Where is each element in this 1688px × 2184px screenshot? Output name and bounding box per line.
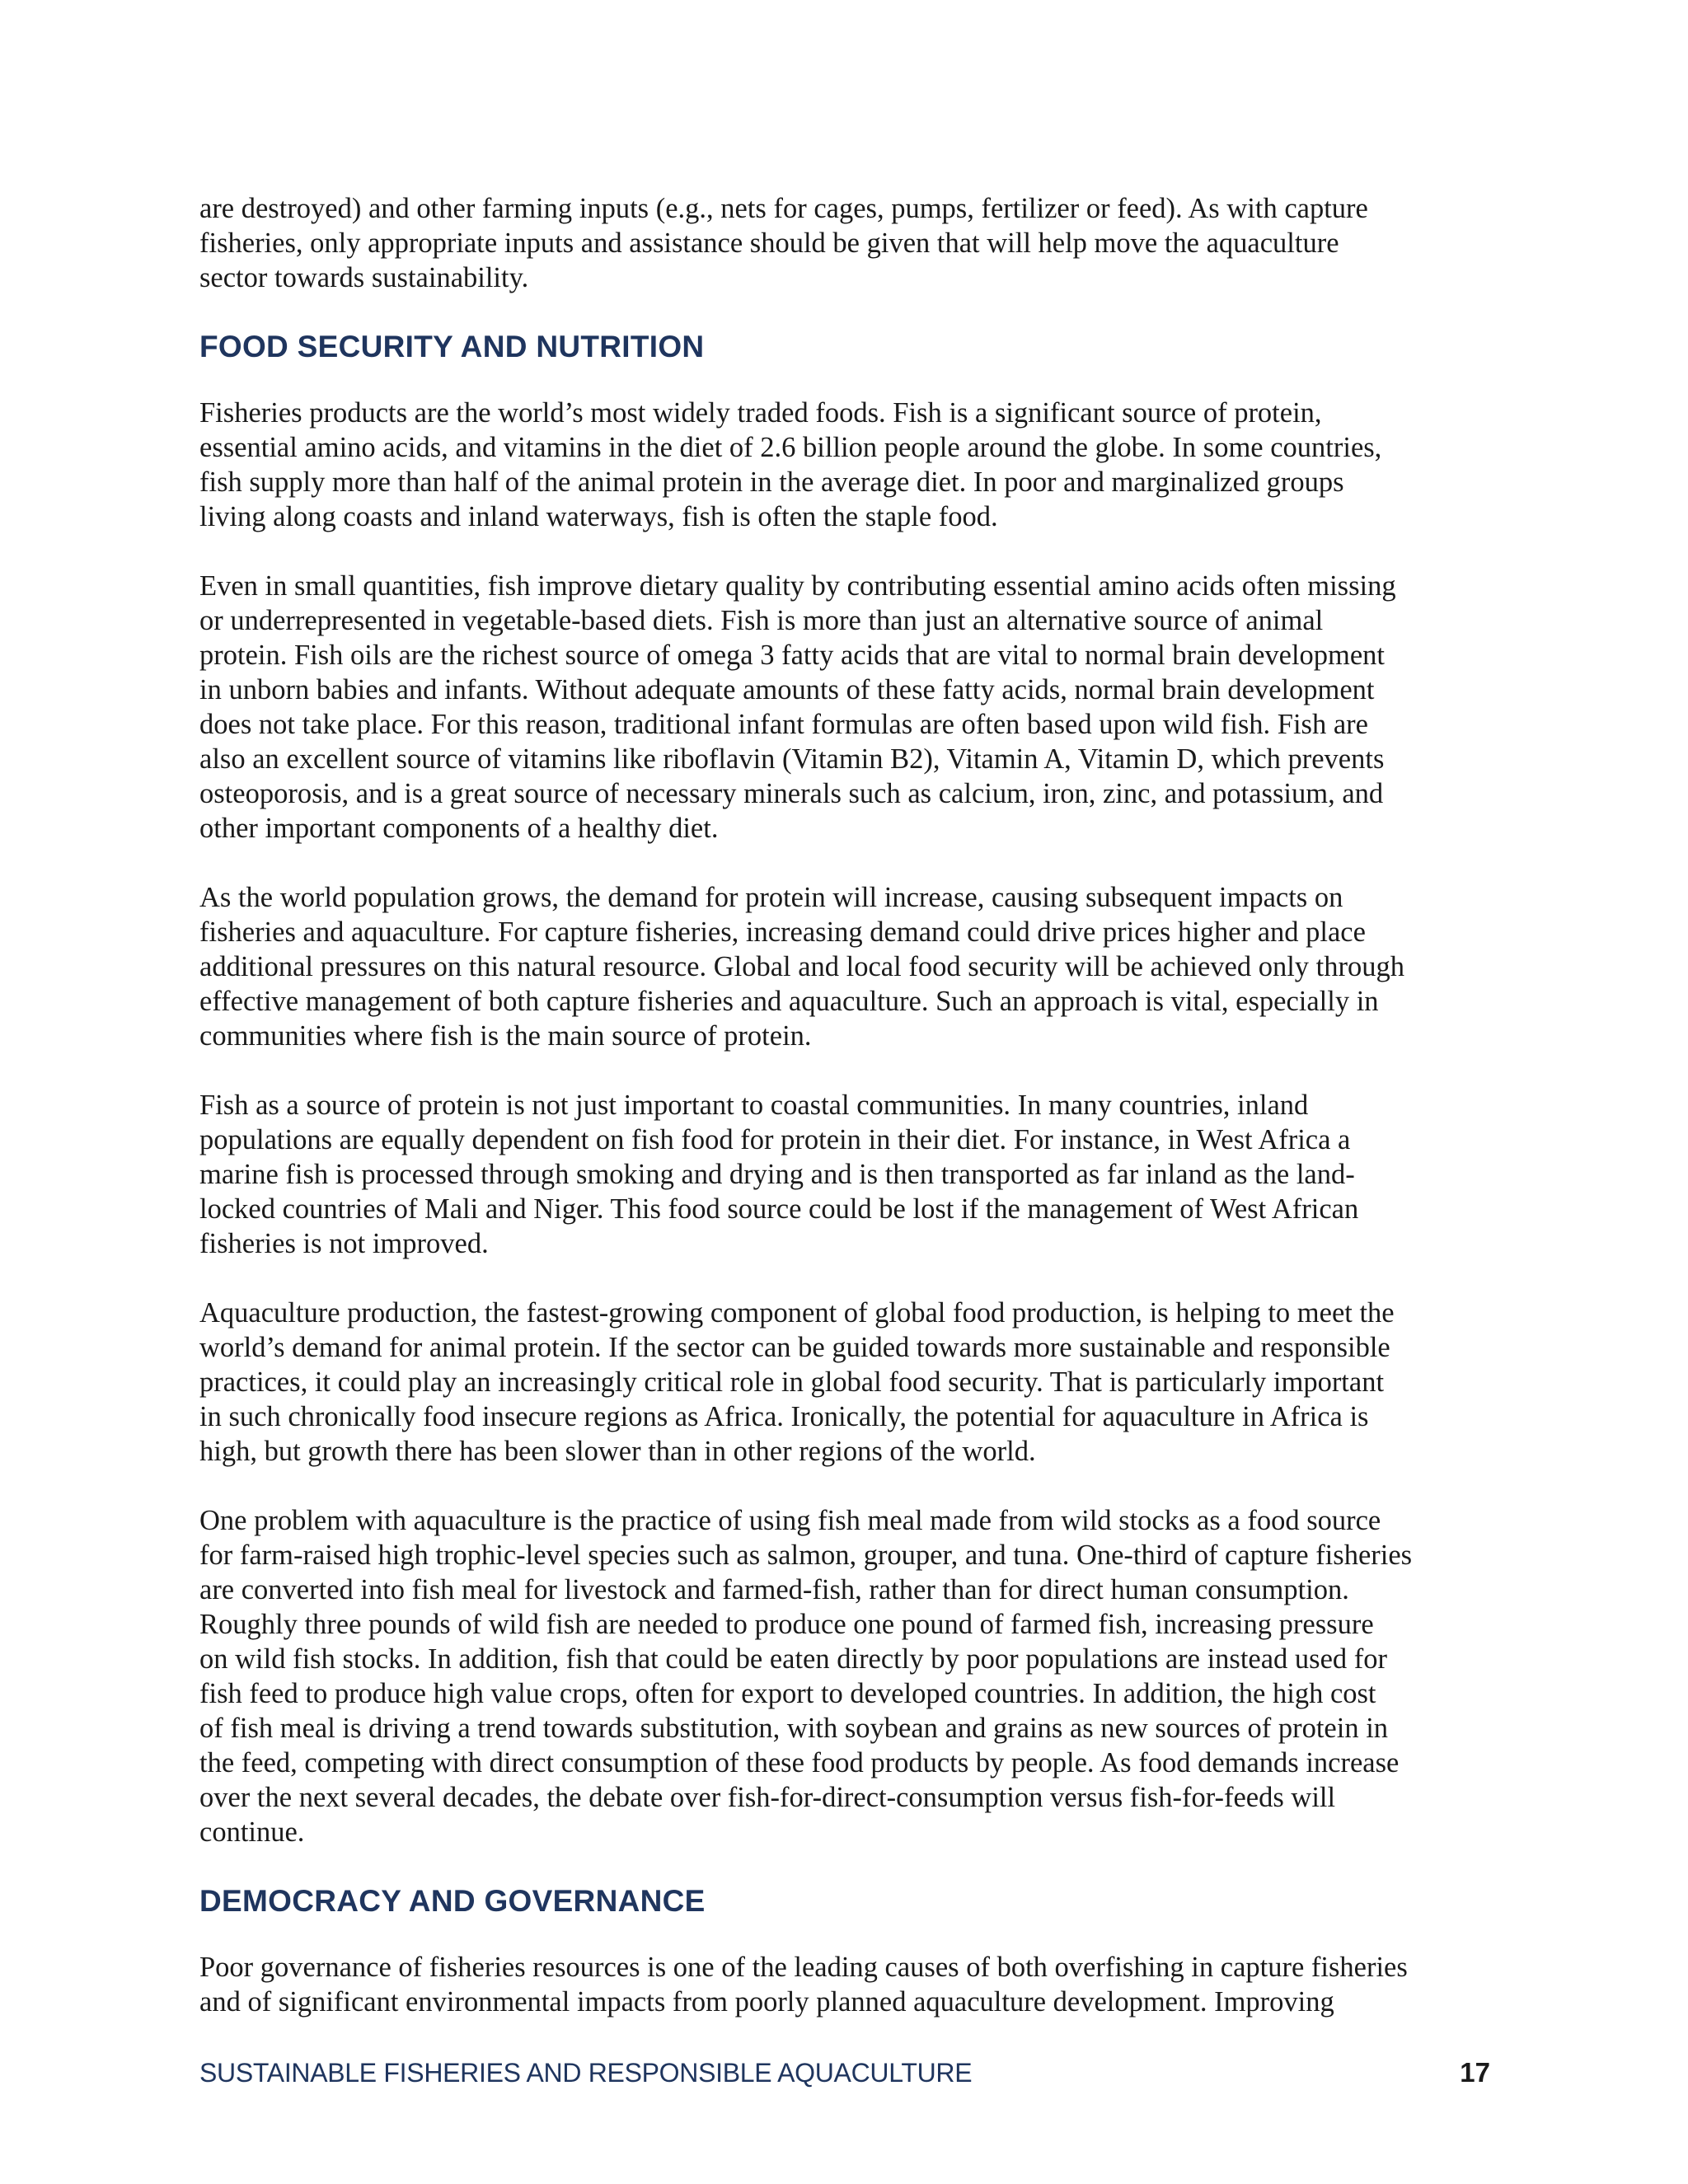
page-number: 17	[1460, 2057, 1490, 2088]
democracy-paragraph-1: Poor governance of fisheries resources is one of the leading causes of both overfishing in capture fisheries and of significant environmental impacts from poorly planned aquaculture development. Improving	[199, 1952, 1408, 2018]
section-heading-democracy: DEMOCRACY AND GOVERNANCE	[199, 1884, 706, 1918]
food-paragraph-6: One problem with aquaculture is the practice of using fish meal made from wild stocks as a food source for farm-raised high trophic-level species such as salmon, grouper, and tuna. One-third of capture fisheries are converted into fish meal for livestock and farmed-fish, rather than for direct human consumption. Roughly three pounds of wild fish are needed to produce one pound of farmed fish, increasing pressure on wild fish stocks. In addition, fish that could be eaten directly by poor populations are instead used for fish feed to produce high value crops, often for export to developed countries. In addition, the high cost of fish meal is driving a trend towards substitution, with soybean and grains as new sources of protein in the feed, competing with direct consumption of these food products by people. As food demands increase over the next several decades, the debate over fish-for-direct-consumption versus fish-for-feeds will continue.	[199, 1505, 1413, 1848]
section-heading-food-security: FOOD SECURITY AND NUTRITION	[199, 330, 705, 363]
food-paragraph-2: Even in small quantities, fish improve dietary quality by contributing essential amino acids often missing or underrepresented in vegetable-based diets. Fish is more than just an alternative source of animal protein. Fish oils are the richest source of omega 3 fatty acids that are vital to normal brain development in unborn babies and infants. Without adequate amounts of these fatty acids, normal brain development does not take place. For this reason, traditional infant formulas are often based upon wild fish. Fish are also an excellent source of vitamins like riboflavin (Vitamin B2), Vitamin A, Vitamin D, which prevents osteoporosis, and is a great source of necessary minerals such as calcium, iron, zinc, and potassium, and other important components of a healthy diet.	[199, 570, 1396, 844]
page-content	[199, 191, 1502, 2054]
food-paragraph-3: As the world population grows, the demand for protein will increase, causing subsequent impacts on fisheries and aquaculture. For capture fisheries, increasing demand could drive prices higher and place additional pressures on this natural resource. Global and local food security will be achieved only through effective management of both capture fisheries and aquaculture. Such an approach is vital, especially in communities where fish is the main source of protein.	[199, 882, 1405, 1052]
food-paragraph-5: Aquaculture production, the fastest-growing component of global food production, is helping to meet the world’s demand for animal protein. If the sector can be guided towards more sustainable and responsible practices, it could play an increasingly critical role in global food security. That is particularly important in such chronically food insecure regions as Africa. Ironically, the potential for aquaculture in Africa is high, but growth there has been slower than in other regions of the world.	[199, 1297, 1395, 1467]
footer-title: SUSTAINABLE FISHERIES AND RESPONSIBLE AQUACULTURE	[199, 2058, 973, 2088]
food-paragraph-4: Fish as a source of protein is not just important to coastal communities. In many countries, inland populations are equally dependent on fish food for protein in their diet. For instance, in West Africa a marine fish is processed through smoking and drying and is then transported as far inland as the land- locked countries of Mali and Niger. This food source could be lost if the management of West African fisheries is not improved.	[199, 1090, 1359, 1259]
page-footer	[199, 2057, 1490, 2088]
food-paragraph-1: Fisheries products are the world’s most widely traded foods. Fish is a significant source of protein, essential amino acids, and vitamins in the diet of 2.6 billion people around the globe. In some countries, fish supply more than half of the animal protein in the average diet. In poor and marginalized groups living along coasts and inland waterways, fish is often the staple food.	[199, 397, 1382, 532]
intro-paragraph: are destroyed) and other farming inputs (e.g., nets for cages, pumps, fertilizer or feed). As with capture fisheries, only appropriate inputs and assistance should be given that will help move the aquaculture sector towards sustainability.	[199, 193, 1368, 293]
